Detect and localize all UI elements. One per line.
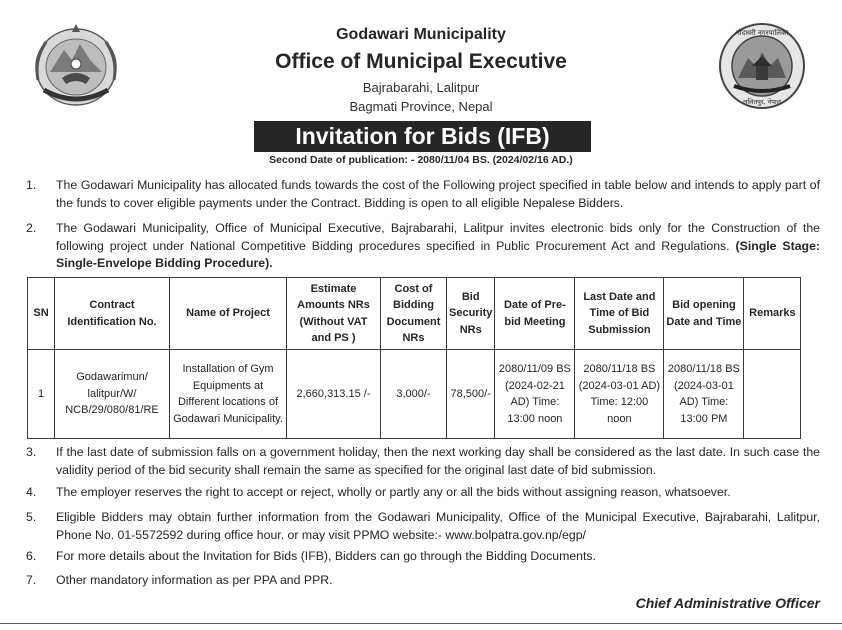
bottom-divider (0, 623, 842, 624)
paragraph-3 (26, 444, 820, 479)
address-line-2: Bagmati Province, Nepal (349, 99, 493, 114)
column-header: Remarks (744, 278, 801, 350)
column-header: Estimate Amounts NRs (Without VAT and PS ) (287, 278, 381, 350)
paragraph-text (56, 220, 820, 273)
table-cell-submission-deadline: 2080/11/18 BS (2024-03-01 AD) Time: 12:00 noon (575, 350, 664, 439)
column-header: Contract Identification No. (55, 278, 170, 350)
document-title: Invitation for Bids (IFB) (254, 121, 591, 152)
paragraph-text: Other mandatory information as per PPA and PPR. (56, 573, 333, 587)
table-cell-document-cost: 3,000/- (381, 350, 447, 439)
publication-date: Second Date of publication: - 2080/11/04 BS. (2024/02/16 AD.) (269, 154, 573, 166)
paragraph-number: 3. (26, 445, 37, 459)
table-cell-estimate-amount: 2,660,313.15 /- (287, 350, 381, 439)
column-header: Bid opening Date and Time (664, 278, 744, 350)
table-cell-project-name: Installation of Gym Equipments at Different locations of Godawari Municipality. (170, 350, 287, 439)
column-header: Name of Project (170, 278, 287, 350)
column-header: Cost of Bidding Document NRs (381, 278, 447, 350)
column-header: Last Date and Time of Bid Submission (575, 278, 664, 350)
svg-text:ललितपुर, नेपाल: ललितपुर, नेपाल (742, 98, 782, 106)
paragraph-text: Eligible Bidders may obtain further information from the Godawari Municipality, Office of the Municipal Executive, Bajrabarahi, Lalitpur, Phone No. 01-5572592 during office hour. or may visit PPMO website:- www.bolpatra.gov.np/egp/ (56, 510, 820, 542)
paragraph-number: 5. (26, 510, 37, 524)
paragraph-text: For more details about the Invitation for Bids (IFB), Bidders can go through the Bidding Documents. (56, 549, 596, 563)
paragraph-1 (26, 177, 820, 212)
paragraph-text: The employer reserves the right to accept or reject, wholly or partly any or all the bids without assigning reason, whatsoever. (56, 485, 731, 499)
paragraph-2 (26, 220, 820, 273)
paragraph-number: 4. (26, 485, 37, 499)
paragraph-number: 1. (26, 178, 37, 192)
paragraph-number: 2. (26, 221, 37, 235)
paragraph-5 (26, 509, 820, 544)
office-name: Office of Municipal Executive (275, 50, 567, 73)
table-cell-bid-security: 78,500/- (447, 350, 495, 439)
paragraph-number: 7. (26, 573, 37, 587)
table-cell-bid-opening: 2080/11/18 BS (2024-03-01 AD) Time: 13:00 PM (664, 350, 744, 439)
column-header: Date of Pre-bid Meeting (495, 278, 575, 350)
municipality-name: Godawari Municipality (336, 26, 506, 43)
paragraph-text: The Godawari Municipality has allocated funds towards the cost of the Following project specified in table below and intends to apply part of the funds to cover eligible payments under the Contract. Bidding is open to all eligible Nepalese Bidders. (56, 178, 820, 210)
table-cell-contract-id: Godawarimun/ lalitpur/W/ NCB/29/080/81/RE (55, 350, 170, 439)
table-header-row (28, 278, 801, 350)
paragraph-6 (26, 548, 820, 566)
paragraph-number: 6. (26, 549, 37, 563)
table-row (28, 350, 801, 439)
bids-table (27, 277, 801, 439)
bidding-procedure-note: (Single Stage: Single-Envelope Bidding Procedure). (56, 238, 820, 270)
address-line-1: Bajrabarahi, Lalitpur (362, 80, 480, 95)
paragraph-body: The Godawari Municipality, Office of Municipal Executive, Bajrabarahi, Lalitpur invites electronic bids only for the Construction of the following project under National Competitive Bidding procedures specified in Public Procurement Act and Regulations. (56, 221, 820, 253)
signatory-title: Chief Administrative Officer (635, 595, 820, 611)
paragraph-4 (26, 484, 820, 502)
paragraph-7 (26, 572, 820, 590)
column-header: Bid Security NRs (447, 278, 495, 350)
paragraph-text: If the last date of submission falls on a government holiday, then the next working day shall be considered as the last date. In such case the validity period of the bid security shall remain the same as specified for the original last date of bid submission. (56, 445, 820, 477)
table-cell-remarks (744, 350, 801, 439)
table-cell-sn: 1 (28, 350, 55, 439)
table-cell-prebid-meeting: 2080/11/09 BS (2024-02-21 AD) Time: 13:00 noon (495, 350, 575, 439)
svg-text:गोदावरी नगरपालिका: गोदावरी नगरपालिका (735, 29, 789, 37)
column-header: SN (28, 278, 55, 350)
